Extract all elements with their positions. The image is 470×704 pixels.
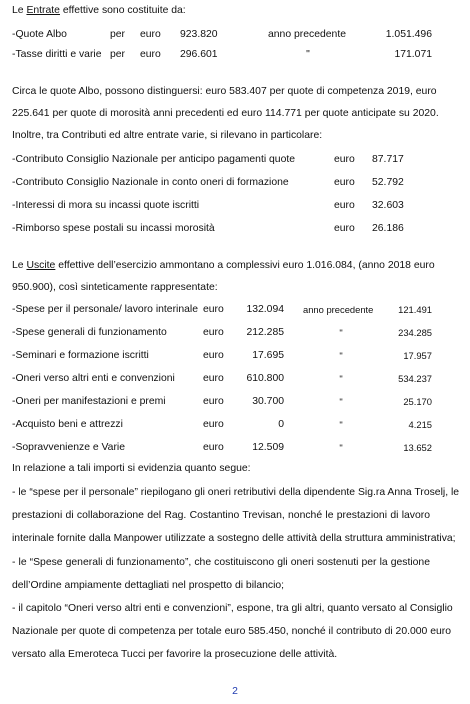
entrate-intro [12,5,186,17]
uscite-row-euro: euro [203,396,224,407]
bullet-personale-line: interinale fornite dalla Manpower utilizzate a sostegno delle attività della struttura amministrativa; [12,533,456,544]
entrate-row-note: " [306,49,310,60]
uscite-row-prev: 4.215 [408,419,432,430]
entrate-row-prev: 171.071 [394,49,432,60]
quote-albo-paragraph-line1: Circa le quote Albo, possono distinguersi: euro 583.407 per quote di competenza 2019, euro [12,86,437,97]
bullet-oneri-line: - il capitolo “Oneri verso altri enti e convenzioni”, espone, tra gli altri, quanto versato al Consiglio [12,603,453,614]
uscite-row-euro: euro [203,350,224,361]
entrate-row-euro: euro [140,29,161,40]
entrate-row-value: 923.820 [180,29,218,40]
uscite-row-prev: 25.170 [403,396,432,407]
page-number: 2 [232,686,238,697]
uscite-row-note: " [339,442,343,453]
contributo-label: -Contributo Consiglio Nazionale per anticipo pagamenti quote [12,154,296,165]
uscite-row-prev: 13.652 [403,442,432,453]
uscite-row-note: " [339,350,343,361]
entrate-row-euro: euro [140,49,161,60]
uscite-row-euro: euro [203,327,224,338]
contributi-intro: Inoltre, tra Contributi ed altre entrate varie, si rilevano in particolare: [12,130,323,141]
uscite-row-note: " [339,419,343,430]
bullet-personale-line: prestazioni di collaborazione del Rag. Costantino Trevisan, nonché le prestazioni di lavoro [12,510,430,521]
contributo-label: -Contributo Consiglio Nazionale in conto oneri di formazione [12,177,289,188]
bullet-oneri-line: Nazionale per quote di competenza per totale euro 585.450, nonché il contributo di 20.000 euro [12,626,452,637]
uscite-intro-prefix: Le [12,260,27,271]
contributo-euro: euro [334,200,355,211]
uscite-row-note: " [339,327,343,338]
entrate-intro-prefix: Le [12,5,27,16]
uscite-row-label: -Oneri verso altri enti e convenzioni [12,373,175,384]
entrate-heading: Entrate [26,5,60,16]
uscite-row-value: 0 [278,419,284,430]
bullet-spese-generali-line: - le “Spese generali di funzionamento”, che costituiscono gli oneri sostenuti per la gestione [12,557,430,568]
entrate-row-value: 296.601 [180,49,218,60]
uscite-row-label: -Seminari e formazione iscritti [12,350,149,361]
contributo-value: 26.186 [372,223,404,234]
uscite-row-value: 17.695 [252,350,284,361]
uscite-row-label: -Sopravvenienze e Varie [12,442,126,453]
uscite-intro-line2: 950.900), così sinteticamente rappresentate: [12,282,218,293]
uscite-row-note: " [339,373,343,384]
quote-albo-paragraph-line2: 225.641 per quote di morosità anni precedenti ed euro 114.771 per quote anticipate su 2020. [12,108,439,119]
entrate-row-per: per [110,29,126,40]
uscite-intro-suffix: effettive dell’esercizio ammontano a complessivi euro 1.016.084, (anno 2018 euro [55,260,435,271]
bullet-oneri-line: versato alla Emeroteca Tucci per favorire la prosecuzione delle attività. [12,649,338,660]
uscite-row-prev: 534.237 [398,373,432,384]
entrate-row-label: -Quote Albo [12,29,67,40]
uscite-intro [12,260,435,272]
uscite-row-value: 12.509 [252,442,284,453]
uscite-row-euro: euro [203,419,224,430]
entrate-intro-suffix: effettive sono costituite da: [59,5,186,16]
entrate-row-note: anno precedente [268,29,346,40]
contributo-euro: euro [334,177,355,188]
contributo-label: -Rimborso spese postali su incassi morosità [12,223,215,234]
uscite-row-euro: euro [203,373,224,384]
contributo-value: 52.792 [372,177,404,188]
uscite-row-value: 212.285 [246,327,284,338]
uscite-row-prev: 121.491 [398,304,432,315]
uscite-row-note: anno precedente [303,304,374,315]
contributo-value: 87.717 [372,154,404,165]
uscite-row-value: 132.094 [246,304,284,315]
uscite-row-prev: 234.285 [398,327,432,338]
relazione-intro: In relazione a tali importi si evidenzia quanto segue: [12,463,251,474]
bullet-personale-line: - le “spese per il personale” riepilogano gli oneri retributivi della dipendente Sig.ra Anna Troselj, le [12,487,460,498]
uscite-heading: Uscite [26,260,56,271]
uscite-row-label: -Spese generali di funzionamento [12,327,167,338]
uscite-row-value: 610.800 [246,373,284,384]
uscite-row-prev: 17.957 [403,350,432,361]
uscite-row-value: 30.700 [252,396,284,407]
contributo-euro: euro [334,223,355,234]
uscite-row-euro: euro [203,304,224,315]
contributo-label: -Interessi di mora su incassi quote iscritti [12,200,200,211]
entrate-row-per: per [110,49,126,60]
entrate-row-prev: 1.051.496 [385,29,432,40]
entrate-row-label: -Tasse diritti e varie [12,49,102,60]
contributo-value: 32.603 [372,200,404,211]
uscite-row-label: -Spese per il personale/ lavoro interinale [12,304,198,315]
uscite-row-label: -Oneri per manifestazioni e premi [12,396,166,407]
bullet-spese-generali-line: dell’Ordine ampiamente dettagliati nel prospetto di bilancio; [12,580,285,591]
contributo-euro: euro [334,154,355,165]
uscite-row-note: " [339,396,343,407]
uscite-row-label: -Acquisto beni e attrezzi [12,419,123,430]
uscite-row-euro: euro [203,442,224,453]
